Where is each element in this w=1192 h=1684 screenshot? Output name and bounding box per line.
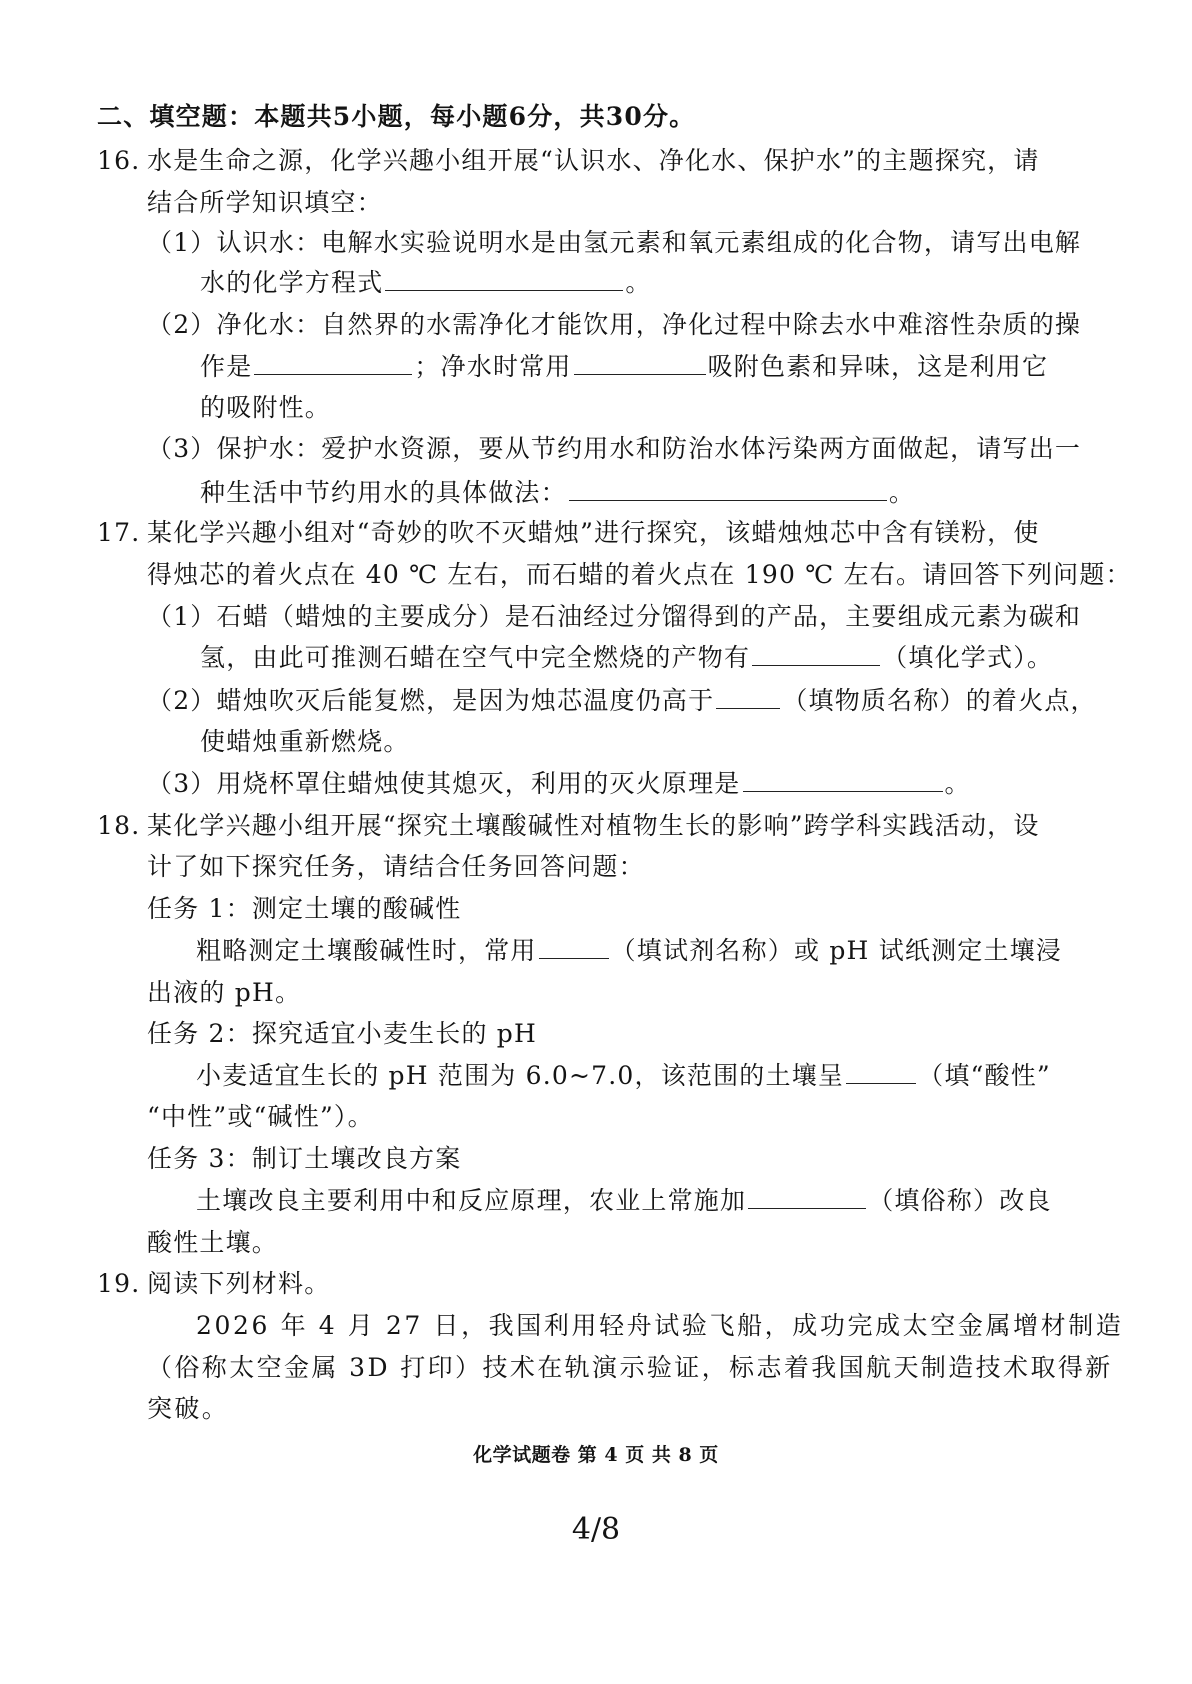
q18-task1-line-1 [196,936,1062,966]
q18-number: 18. [97,811,141,840]
q16-part3-line-2 [200,478,915,508]
q19-material-line-1: 2026 年 4 月 27 日，我国利用轻舟试验飞船，成功完成太空金属增材制造 [196,1311,1124,1340]
q18-task1-end: （填试剂名称）或 pH 试纸测定土壤浸 [610,936,1063,965]
page-footer: 化学试题卷 第 4 页 共 8 页 [473,1444,719,1466]
section-title: 二、填空题：本题共5小题，每小题6分，共30分。 [97,102,696,131]
q16-part1-line-2 [200,268,652,298]
q16-part3-text: 种生活中节约用水的具体做法： [200,478,567,507]
q18-task3-line-2: 酸性土壤。 [147,1228,279,1257]
q17-part2-text: （2）蜡烛吹灭后能复燃，是因为烛芯温度仍高于 [147,686,715,715]
q18-task3-line-1 [196,1186,1052,1216]
q17-part1-answer-blank[interactable] [752,643,880,666]
q18-task3-title: 任务 3：制订土壤改良方案 [147,1144,462,1173]
q16-part2-text-c: 吸附色素和异味，这是利用它 [707,352,1049,381]
q16-stem-line-1: 水是生命之源，化学兴趣小组开展“认识水、净化水、保护水”的主题探究，请 [147,146,1040,175]
q16-part3-end: 。 [888,478,916,507]
q18-task3-end: （填俗称）改良 [868,1186,1052,1215]
q16-part2-answer-blank-1[interactable] [254,352,412,375]
q18-stem-line-1: 某化学兴趣小组开展“探究土壤酸碱性对植物生长的影响”跨学科实践活动，设 [147,811,1040,840]
q18-task2-answer-blank[interactable] [846,1061,916,1084]
q17-part3-answer-blank[interactable] [743,769,943,792]
q16-stem-line-2: 结合所学知识填空： [147,188,383,217]
q17-stem-line-1: 某化学兴趣小组对“奇妙的吹不灭蜡烛”进行探究，该蜡烛烛芯中含有镁粉，使 [147,518,1040,547]
q16-part2-answer-blank-2[interactable] [574,352,706,375]
q16-part3-line-1: （3）保护水：爱护水资源，要从节约用水和防治水体污染两方面做起，请写出一 [147,434,1082,463]
q18-task3-answer-blank[interactable] [748,1186,866,1209]
q17-part1-text: 氢，由此可推测石蜡在空气中完全燃烧的产物有 [200,643,751,672]
q16-part1-answer-blank[interactable] [385,268,623,291]
q17-part2-line-2: 使蜡烛重新燃烧。 [200,727,410,756]
q18-task2-line-2: “中性”或“碱性”）。 [147,1102,374,1131]
q17-part1-line-2 [200,643,1053,673]
q16-part2-text-b: ；净水时常用 [414,352,572,381]
q18-task1-answer-blank[interactable] [539,936,609,959]
q19-material-line-3: 突破。 [147,1394,230,1423]
q17-part3-text: （3）用烧杯罩住蜡烛使其熄灭，利用的灭火原理是 [147,769,741,798]
q17-number: 17. [97,518,141,547]
page-number: 4/8 [571,1512,621,1547]
q17-part1-end: （填化学式）。 [882,643,1054,672]
q18-task2-end: （填“酸性” [918,1061,1051,1090]
q18-task2-title: 任务 2：探究适宜小麦生长的 pH [147,1019,538,1048]
q16-part1-text: 水的化学方程式 [200,268,384,297]
q16-part2-line-1: （2）净化水：自然界的水需净化才能饮用，净化过程中除去水中难溶性杂质的操 [147,310,1082,339]
q19-material-line-2: （俗称太空金属 3D 打印）技术在轨演示验证，标志着我国航天制造技术取得新 [147,1353,1113,1382]
q17-part2-answer-blank[interactable] [716,686,780,709]
q16-part1-end: 。 [625,268,652,297]
q18-task1-text: 粗略测定土壤酸碱性时，常用 [196,936,537,965]
q18-task2-line-1 [196,1061,1051,1091]
q18-task1-title: 任务 1：测定土壤的酸碱性 [147,894,462,923]
q17-part2-line-1 [147,686,1097,716]
q16-part2-line-3: 的吸附性。 [200,393,332,422]
q18-task2-text: 小麦适宜生长的 pH 范围为 6.0~7.0，该范围的土壤呈 [196,1061,845,1090]
q17-stem-line-2: 得烛芯的着火点在 40 ℃ 左右，而石蜡的着火点在 190 ℃ 左右。请回答下列问题： [147,560,1132,589]
q17-part1-line-1: （1）石蜡（蜡烛的主要成分）是石油经过分馏得到的产品，主要组成元素为碳和 [147,602,1082,631]
q16-part1-line-1: （1）认识水：电解水实验说明水是由氢元素和氧元素组成的化合物，请写出电解 [147,228,1082,257]
q18-task3-text: 土壤改良主要利用中和反应原理，农业上常施加 [196,1186,747,1215]
q16-part2-text-a: 作是 [200,352,253,381]
q17-part3-line-1 [147,769,971,799]
q18-task1-line-2: 出液的 pH。 [147,978,302,1007]
q19-stem: 阅读下列材料。 [147,1269,331,1298]
q17-part3-end: 。 [944,769,971,798]
q19-number: 19. [97,1269,141,1298]
q16-part2-line-2 [200,352,1048,382]
q17-part2-end: （填物质名称）的着火点， [782,686,1097,715]
q18-stem-line-2: 计了如下探究任务，请结合任务回答问题： [147,852,645,881]
q16-number: 16. [97,146,141,175]
q16-part3-answer-blank[interactable] [569,478,887,501]
